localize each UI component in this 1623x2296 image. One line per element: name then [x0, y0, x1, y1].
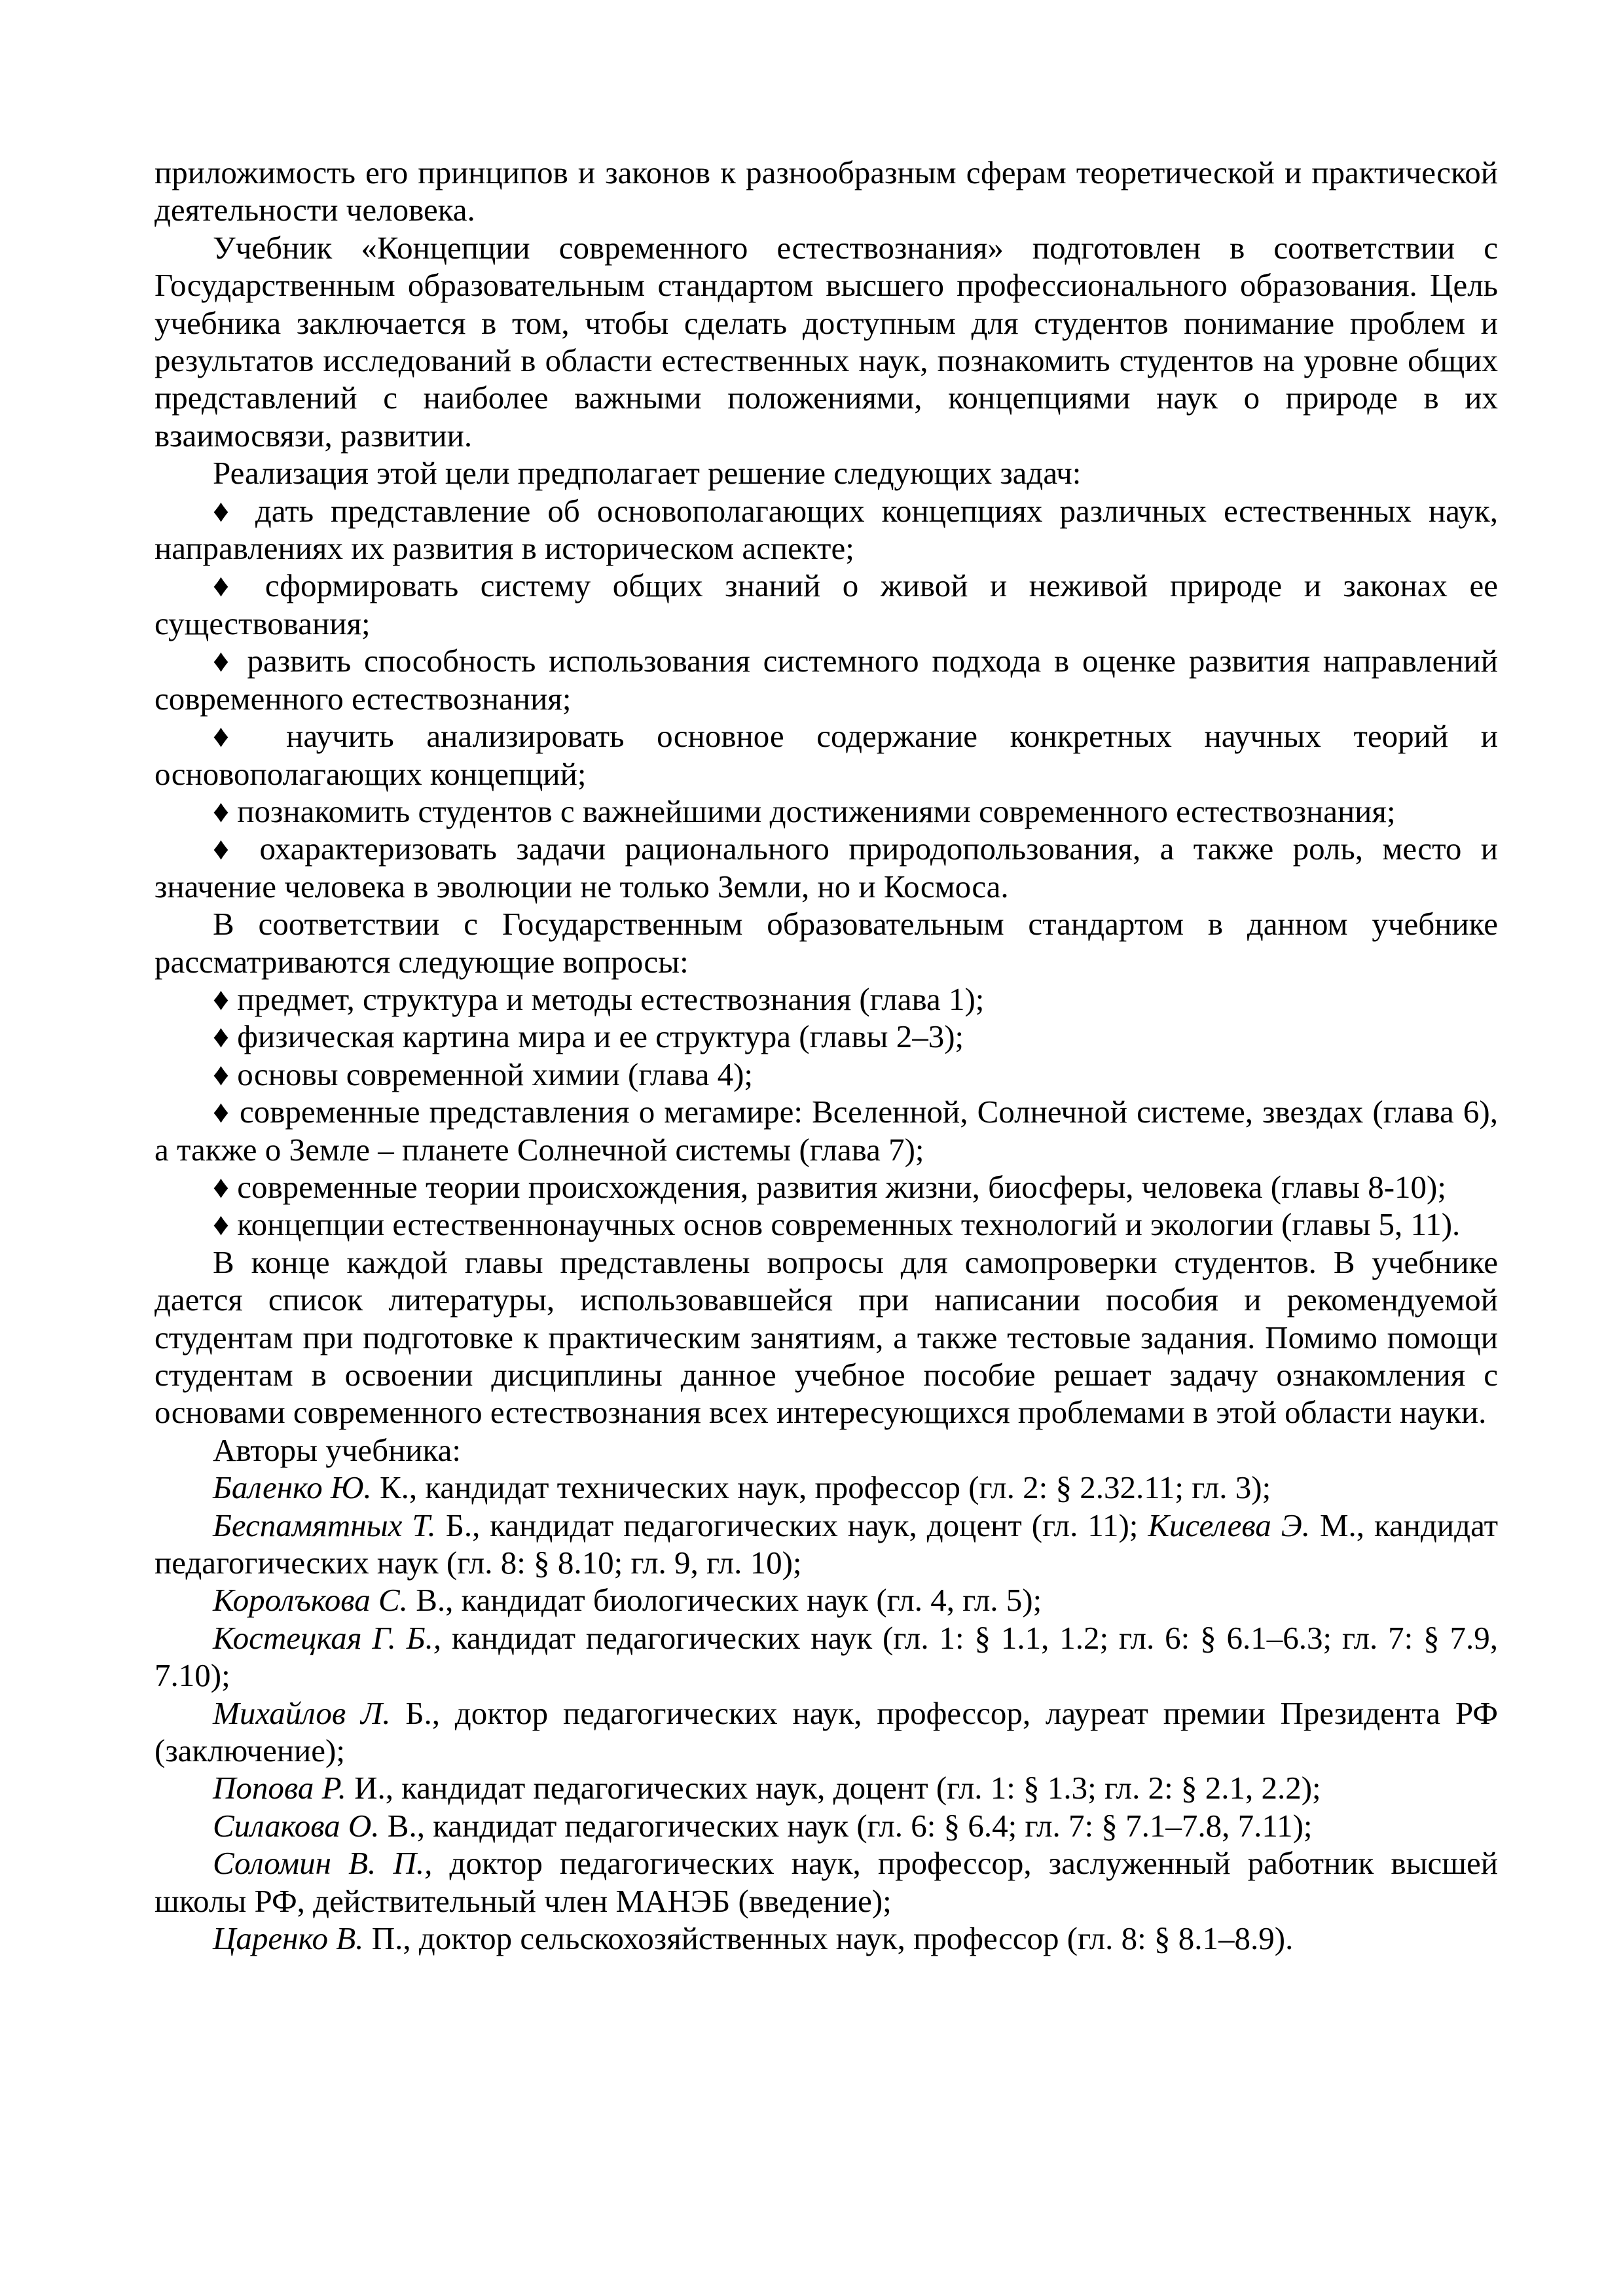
author-name: Костецкая Г. Б.,	[213, 1619, 442, 1656]
author-name: Королъкова С.	[213, 1582, 408, 1619]
author-details: кандидат педагогических наук (гл. 1: § 1.1, 1.2; гл. 6: § 6.1–6.3; гл. 7: § 7.9, 7.10);	[155, 1619, 1498, 1694]
task-item: ♦ научить анализировать основное содержание конкретных научных теорий и основополагающих концепций;	[155, 717, 1498, 793]
question-item: ♦ современные представления о мегамире: Вселенной, Солнечной системе, звездах (глава 6), а также о Земле – планете Солнечной системы (глава 7);	[155, 1093, 1498, 1168]
author-name: Попова Р.	[213, 1770, 346, 1806]
author-details: Б., доктор педагогических наук, профессор, лауреат премии Президента РФ (заключение);	[155, 1695, 1498, 1769]
authors-heading: Авторы учебника:	[213, 1431, 461, 1468]
author-details: И., кандидат педагогических наук, доцент (гл. 1: § 1.3; гл. 2: § 2.1, 2.2);	[346, 1770, 1321, 1806]
question-item: ♦ основы современной химии (глава 4);	[155, 1056, 1498, 1093]
tasks-intro: Реализация этой цели предполагает решение следующих задач:	[213, 455, 1082, 492]
author-name: Михайлов Л.	[213, 1695, 391, 1731]
question-item: ♦ концепции естественнонаучных основ современных технологий и экологии (главы 5, 11).	[155, 1206, 1498, 1243]
task-item: ♦ сформировать систему общих знаний о живой и неживой природе и законах ее существования;	[155, 567, 1498, 642]
task-item: ♦ познакомить студентов с важнейшими достижениями современного естествознания;	[155, 793, 1498, 830]
questions-intro: В соответствии с Государственным образовательным стандартом в данном учебнике рассматриваются следующие вопросы:	[155, 906, 1498, 980]
questions-list	[155, 980, 1498, 1244]
task-item: ♦ охарактеризовать задачи рационального природопользования, а также роль, место и значение человека в эволюции не только Земли, но и Космоса.	[155, 830, 1498, 905]
author-entry	[155, 1769, 1498, 1806]
author-entry	[155, 1920, 1498, 1957]
tasks-list	[155, 492, 1498, 905]
question-item: ♦ физическая картина мира и ее структура (главы 2–3);	[155, 1018, 1498, 1055]
author-entry	[155, 1807, 1498, 1844]
author-name: Царенко В.	[213, 1920, 364, 1957]
author-name: Баленко Ю.	[213, 1469, 372, 1506]
author-name: Соломин В. П.,	[213, 1845, 433, 1882]
closing-paragraph: В конце каждой главы представлены вопросы для самопроверки студентов. В учебнике дается список литературы, использовавшейся при написании пособия и рекомендуемой студентам при подготовке к практическим занятиям, а также тестовые задания. Помимо помощи студентам в освоении дисциплины данное учебное пособие решает задачу ознакомления с основами современного естествознания всех интересующихся проблемами в этой области науки.	[155, 1244, 1498, 1431]
continued-paragraph: приложимость его принципов и законов к разнообразным сферам теоретической и практической деятельности человека.	[155, 154, 1498, 228]
author-details: К., кандидат технических наук, профессор (гл. 2: § 2.32.11; гл. 3);	[371, 1469, 1271, 1506]
author-details: В., кандидат биологических наук (гл. 4, гл. 5);	[407, 1582, 1042, 1619]
question-item: ♦ современные теории происхождения, развития жизни, биосферы, человека (главы 8-10);	[155, 1168, 1498, 1206]
textbook-purpose-paragraph: Учебник «Концепции современного естествознания» подготовлен в соответствии с Государственным образовательным стандартом высшего профессионального образования. Цель учебника заключается в том, чтобы сделать доступным для студентов понимание проблем и результатов исследований в области естественных наук, познакомить студентов на уровне общих представлений с наиболее важными положениями, концепциями наук о природе в их взаимосвязи, развитии.	[155, 229, 1498, 454]
author-entry	[155, 1581, 1498, 1619]
question-item: ♦ предмет, структура и методы естествознания (глава 1);	[155, 980, 1498, 1018]
author-entry	[155, 1695, 1498, 1770]
author-entry	[155, 1507, 1498, 1582]
author-entry	[155, 1844, 1498, 1920]
author-details: П., доктор сельскохозяйственных наук, профессор (гл. 8: § 8.1–8.9).	[363, 1920, 1294, 1957]
author-details: доктор педагогических наук, профессор, заслуженный работник высшей школы РФ, действительный член МАНЭБ (введение);	[155, 1845, 1499, 1919]
author-entry	[155, 1469, 1498, 1506]
author-name: Силакова О.	[213, 1807, 380, 1844]
author-name: Киселева Э.	[1148, 1507, 1311, 1543]
task-item: ♦ дать представление об основополагающих концепциях различных естественных наук, направлениях их развития в историческом аспекте;	[155, 492, 1498, 567]
author-details: М., кандидат педагогических наук (гл. 8: § 8.10; гл. 9, гл. 10);	[155, 1507, 1498, 1581]
document-page	[155, 154, 1498, 1958]
authors-list	[155, 1469, 1498, 1957]
task-item: ♦ развить способность использования системного подхода в оценке развития направлений современного естествознания;	[155, 642, 1498, 717]
author-details: Б., кандидат педагогических наук, доцент (гл. 11);	[435, 1507, 1148, 1543]
author-details: В., кандидат педагогических наук (гл. 6: § 6.4; гл. 7: § 7.1–7.8, 7.11);	[379, 1807, 1313, 1844]
author-entry	[155, 1619, 1498, 1695]
author-name: Беспамятных Т.	[213, 1507, 436, 1543]
